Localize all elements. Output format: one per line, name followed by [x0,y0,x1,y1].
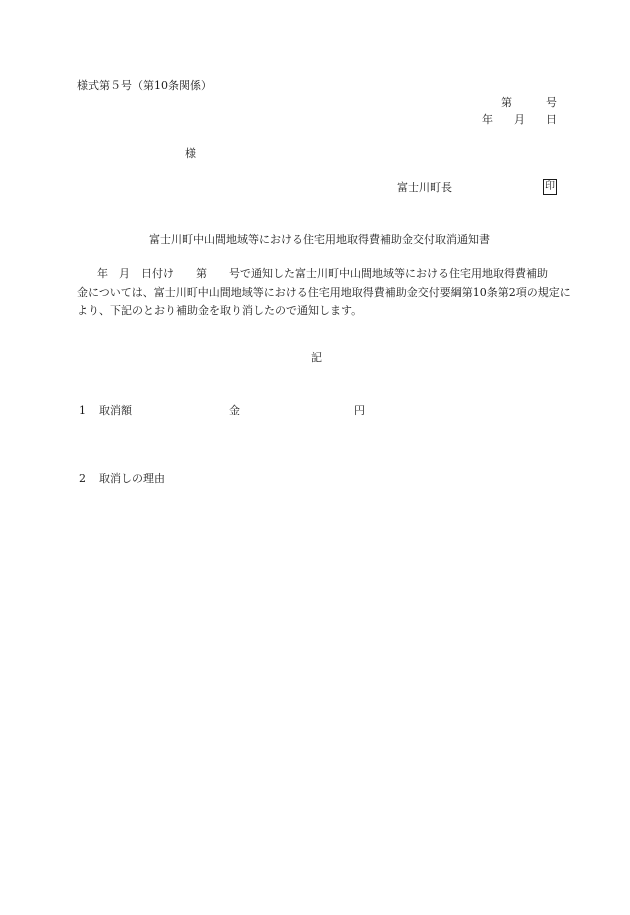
body-line-1: 年 月 日付け 第 号で通知した富士川町中山間地域等における住宅用地取得費補助 [97,267,548,280]
section-heading-ki: 記 [311,351,322,364]
issue-date-day: 日 [546,113,557,126]
body-line-3: より、下記のとおり補助金を取り消したので通知します。 [77,304,363,317]
seal-mark: 印 [543,179,557,195]
document-title: 富士川町中山間地域等における住宅用地取得費補助金交付取消通知書 [149,233,490,246]
issue-date [482,113,557,127]
body-paragraph [77,265,571,321]
item-1-amount-unit: 円 [354,404,365,417]
recipient-honorific: 様 [185,147,196,160]
document-number-prefix: 第 [501,96,512,109]
issue-date-month: 月 [514,113,525,126]
item-1-label: 取消額 [99,404,132,417]
document-number [501,96,557,110]
item-2-number: 2 [79,472,86,485]
item-1-number: 1 [79,404,86,417]
issue-date-year: 年 [482,113,493,126]
item-1-amount-prefix: 金 [229,404,240,417]
body-line-2: 金については、富士川町中山間地域等における住宅用地取得費補助金交付要綱第10条第2項の規定に [77,285,571,299]
item-cancellation-reason [79,472,165,486]
form-number: 様式第５号（第10条関係） [77,79,212,92]
item-2-label: 取消しの理由 [99,472,165,485]
document-number-suffix: 号 [546,96,557,109]
sender-title: 富士川町長 [397,181,452,194]
